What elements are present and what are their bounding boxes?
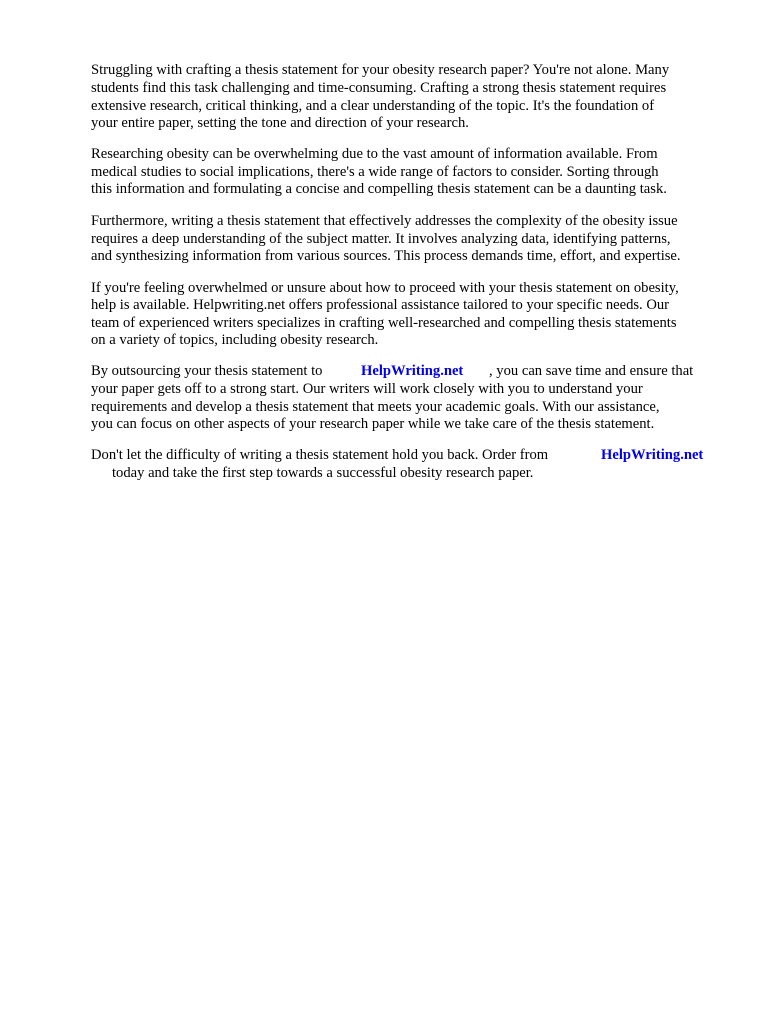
paragraph-3-line-2: requires a deep understanding of the subject matter. It involves analyzing data, identifying patterns, [91,231,671,247]
paragraph-4-line-2: help is available. Helpwriting.net offers professional assistance tailored to your specific needs. Our [91,297,670,313]
paragraph-1-line-1: Struggling with crafting a thesis statement for your obesity research paper? You're not alone. Many [91,62,670,78]
paragraph-2-line-2: medical studies to social implications, there's a wide range of factors to consider. Sorting through [91,164,659,180]
paragraph-5-line-4: you can focus on other aspects of your research paper while we take care of the thesis statement. [91,416,655,432]
paragraph-6-line-1-before-link: Don't let the difficulty of writing a thesis statement hold you back. Order from [91,447,549,463]
paragraph-1-line-3: extensive research, critical thinking, and a clear understanding of the topic. It's the foundation of [91,98,655,114]
helpwriting-order-link[interactable]: HelpWriting.net [601,447,704,463]
paragraph-4-line-4: on a variety of topics, including obesity research. [91,332,379,348]
paragraph-2-line-3: this information and formulating a concise and compelling thesis statement can be a daunting task. [91,181,667,197]
paragraph-2-line-1: Researching obesity can be overwhelming due to the vast amount of information available. From [91,146,658,162]
paragraph-1-line-2: students find this task challenging and time-consuming. Crafting a strong thesis statement requires [91,80,667,96]
paragraph-5-line-2: your paper gets off to a strong start. Our writers will work closely with you to understand your [91,381,643,397]
paragraph-5-line-3: requirements and develop a thesis statement that meets your academic goals. With our assistance, [91,399,660,415]
paragraph-1-line-4: your entire paper, setting the tone and direction of your research. [91,115,469,131]
paragraph-5-line-1-after-link: , you can save time and ensure that [489,363,694,379]
paragraph-3-line-1: Furthermore, writing a thesis statement that effectively addresses the complexity of the obesity issue [91,213,678,229]
paragraph-6-line-2: today and take the first step towards a successful obesity research paper. [112,465,534,481]
paragraph-4-line-3: team of experienced writers specializes in crafting well-researched and compelling thesis statements [91,315,677,331]
paragraph-5-line-1-before-link: By outsourcing your thesis statement to [91,363,323,379]
helpwriting-link[interactable]: HelpWriting.net [361,363,464,379]
paragraph-4-line-1: If you're feeling overwhelmed or unsure about how to proceed with your thesis statement on obesity, [91,280,679,296]
paragraph-3-line-3: and synthesizing information from various sources. This process demands time, effort, and expertise. [91,248,681,264]
